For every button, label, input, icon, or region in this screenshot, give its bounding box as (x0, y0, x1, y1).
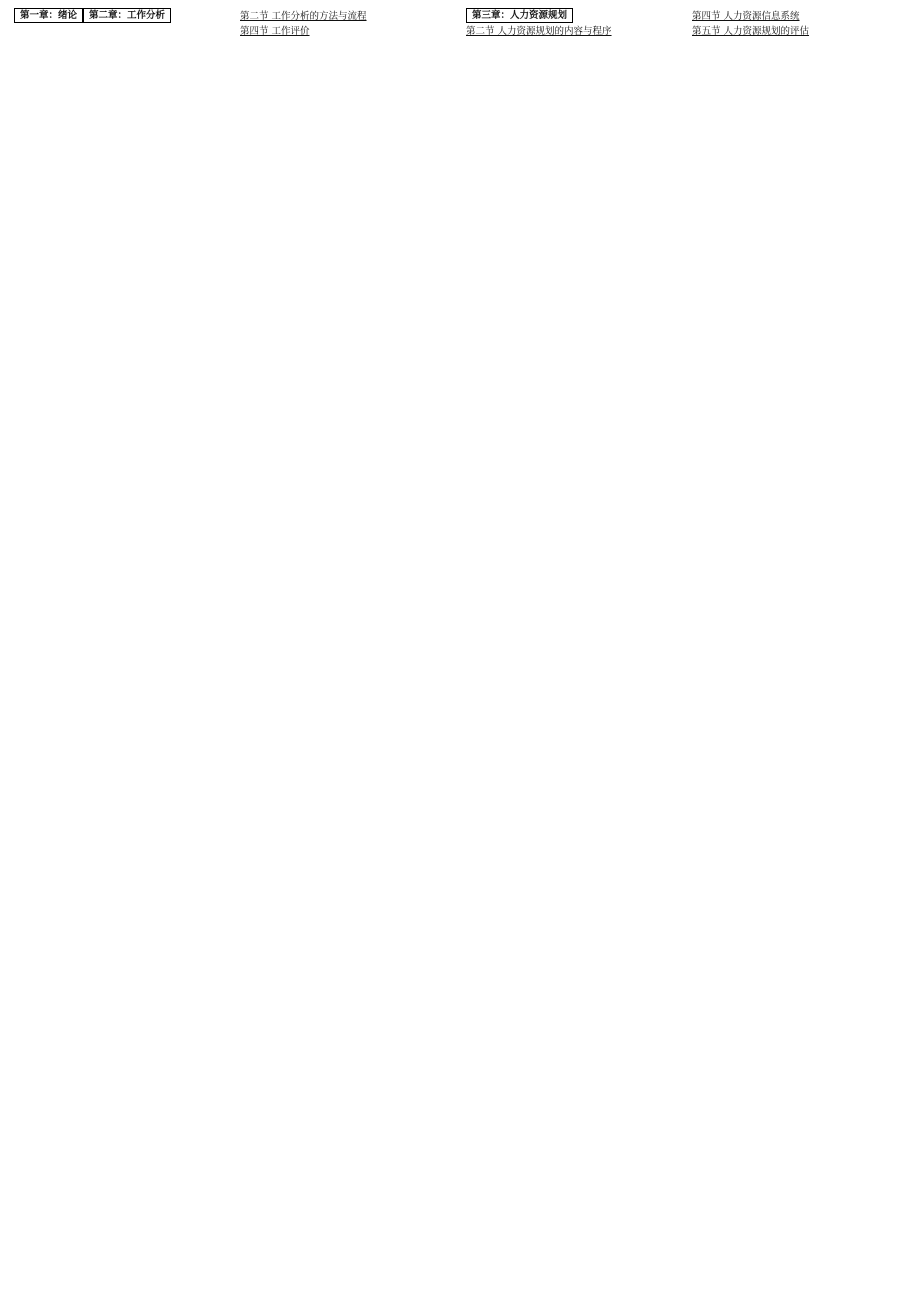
chapter-heading: 第二章：工作分析 (83, 8, 171, 23)
section-heading: 第二节 人力资源规划的内容与程序 (466, 26, 612, 38)
section-heading: 第二节 工作分析的方法与流程 (240, 11, 367, 22)
section-heading: 第五节 人力资源规划的评估 (692, 26, 810, 38)
chapter-heading: 第一章：绪论 (14, 8, 83, 23)
column-4 (692, 8, 906, 1294)
column-2 (240, 8, 454, 1294)
section-heading: 第四节 工作评价 (240, 26, 310, 38)
column-3 (466, 8, 680, 1294)
column-1 (14, 8, 228, 1294)
chapter-heading: 第三章：人力资源规划 (466, 8, 573, 23)
section-heading: 第四节 人力资源信息系统 (692, 11, 800, 22)
